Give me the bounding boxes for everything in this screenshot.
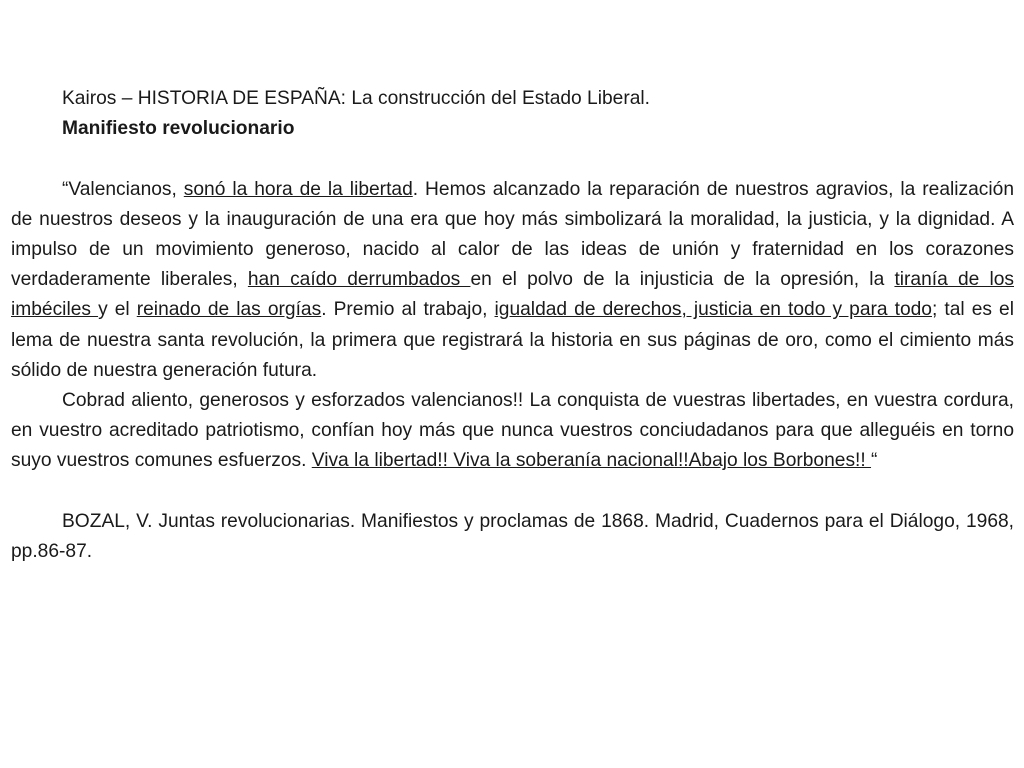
text-run: . Hemos alcanzado la reparación de nuestros agravios, la realización de nuestros deseos y la inauguración de una era que hoy más simbolizará la moralidad, la justicia, y la dignidad. A impulso de un movimiento generoso, nacido al calor de las ideas de unión y fraternidad en los corazones verdaderamente liberales, [11,178,1014,291]
text-run: . Premio al trabajo, [321,299,495,321]
text-run: “Valencianos, [62,178,184,200]
underlined-phrase: reinado de las orgías [136,299,322,321]
underlined-phrase: han caído derrumbados [247,269,471,291]
document-body [11,84,1014,567]
text-run: y el [98,299,137,321]
manifesto-paragraph-1 [11,175,1014,386]
citation: BOZAL, V. Juntas revolucionarias. Manifiestos y proclamas de 1868. Madrid, Cuadernos para el Diálogo, 1968, pp.86-87. [11,510,1014,563]
underlined-phrase: Viva la libertad!! Viva la soberanía nacional!!Abajo los Borbones!! [311,450,872,472]
underlined-phrase: sonó la hora de la libertad [183,178,413,200]
underlined-phrase: igualdad de derechos, justicia en todo y para todo [494,299,932,321]
text-run: “ [871,450,878,472]
text-run: ; tal es el lema de nuestra santa revolución, la primera que registrará la historia en sus páginas de oro, como el cimiento más sólido de nuestra generación futura. [11,299,1014,381]
underlined-phrase: tiranía de los imbéciles [11,269,1014,321]
text-run: Cobrad aliento, generosos y esforzados valencianos!! La conquista de vuestras libertades, en vuestra cordura, en vuestro acreditado patriotismo, confían hoy más que nunca vuestros conciudadanos para que alleguéis en torno suyo vuestros comunes esfuerzos. [11,390,1014,472]
document-subtitle: Manifiesto revolucionario [62,118,295,140]
spacer [11,477,1014,507]
text-run: en el polvo de la injusticia de la opresión, la [470,269,895,291]
page-title: Kairos – HISTORIA DE ESPAÑA: La construcción del Estado Liberal. [62,88,650,109]
manifesto-paragraph-2 [11,386,1014,477]
spacer [11,144,1014,174]
